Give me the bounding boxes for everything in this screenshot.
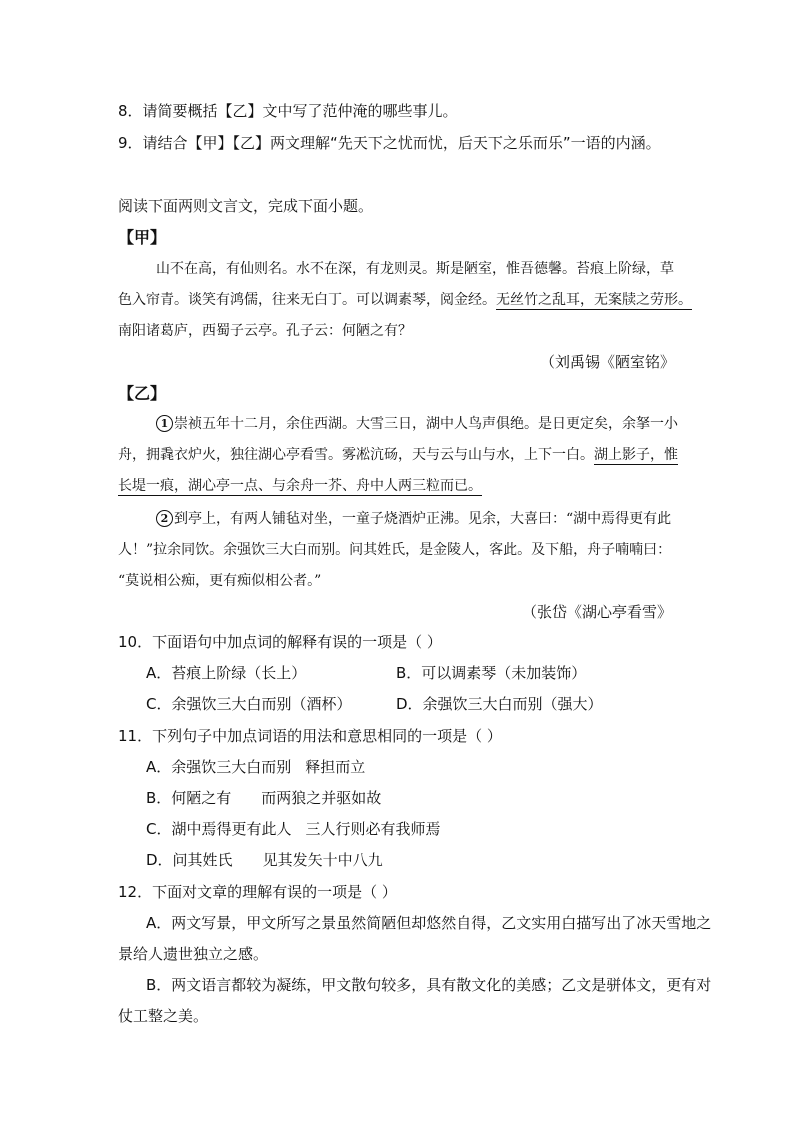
yi-p1-line-2-text: 舟，拥毳衣炉火，独往湖心亭看雪。雾凇沆砀，天与云与山与水，上下一白。	[118, 447, 594, 463]
q11-option-d-right: 见其发矢十中八九	[262, 851, 383, 869]
jia-label: 【甲】	[118, 228, 167, 247]
jia-source: （刘禹锡《陋室铭》	[540, 353, 676, 371]
yi-underlined-sentence-part-2: 长堤一痕，湖心亭一点、与余舟一芥、舟中人两三粒而已。	[118, 478, 482, 494]
jia-line-2-text: 色入帘青。谈笑有鸿儒，往来无白丁。可以调素琴，阅金经。	[118, 292, 496, 308]
q11-option-a-right: 释担而立	[305, 758, 366, 776]
question-11-stem: 11．下列句子中加点词语的用法和意思相同的一项是（ ）	[118, 727, 502, 745]
q12-option-a-line-2: 景给人遗世独立之感。	[118, 945, 269, 963]
q11-option-d-left: D．问其姓氏	[146, 851, 233, 869]
question-8: 8．请简要概括【乙】文中写了范仲淹的哪些事儿。	[118, 102, 458, 120]
q10-option-a: A．苔痕上阶绿（长上）	[146, 664, 307, 682]
yi-label: 【乙】	[118, 384, 167, 403]
yi-source: （张岱《湖心亭看雪》	[522, 603, 673, 621]
q11-option-c	[146, 819, 441, 839]
yi-p1-line-2	[118, 445, 678, 465]
paragraph-2-marker: 2	[156, 510, 173, 527]
q11-option-b-right: 而两狼之并驱如故	[261, 789, 382, 807]
q11-option-a	[146, 757, 365, 777]
jia-line-3: 南阳诸葛庐，西蜀子云亭。孔子云：何陋之有？	[118, 323, 412, 339]
yi-p2-line-1	[156, 509, 671, 529]
q10-option-d: D．余强饮三大白而别（强大）	[396, 695, 603, 713]
reading-intro: 阅读下面两则文言文，完成下面小题。	[118, 197, 374, 215]
question-10-stem: 10．下面语句中加点词的解释有误的一项是（ ）	[118, 633, 442, 651]
q11-option-a-left: A．余强饮三大白而别	[146, 758, 292, 776]
q10-option-b: B．可以调素琴（未加装饰）	[396, 664, 587, 682]
question-9: 9．请结合【甲】【乙】两文理解“先天下之忧而忧，后天下之乐而乐”一语的内涵。	[118, 134, 661, 152]
q11-option-d	[146, 850, 383, 870]
q12-option-b-line-2: 仗工整之美。	[118, 1007, 209, 1025]
yi-p1-line-3	[118, 476, 482, 496]
q12-option-b-line-1: B．两文语言都较为凝练，甲文散句较多，具有散文化的美感；乙文是骈体文，更有对	[146, 976, 712, 994]
q10-option-c: C．余强饮三大白而别（酒杯）	[146, 695, 352, 713]
yi-p1-line-1-text: 崇祯五年十二月，余住西湖。大雪三日，湖中人鸟声俱绝。是日更定矣，余拏一小	[174, 416, 678, 432]
q11-option-c-left: C．湖中焉得更有此人	[146, 820, 292, 838]
jia-underlined-sentence: 无丝竹之乱耳，无案牍之劳形。	[496, 292, 692, 308]
yi-p1-line-1	[156, 414, 678, 434]
q11-option-b-left: B．何陋之有	[146, 789, 232, 807]
q11-option-b	[146, 788, 381, 808]
yi-underlined-sentence-part-1: 湖上影子，惟	[594, 447, 678, 463]
yi-p2-line-3: “莫说相公痴，更有痴似相公者。”	[118, 573, 322, 589]
jia-line-2	[118, 290, 692, 310]
jia-line-1: 山不在高，有仙则名。水不在深，有龙则灵。斯是陋室，惟吾德馨。苔痕上阶绿，草	[156, 261, 674, 277]
q11-option-c-right: 三人行则必有我师焉	[305, 820, 441, 838]
paragraph-1-marker: 1	[156, 415, 173, 432]
question-12-stem: 12．下面对文章的理解有误的一项是（ ）	[118, 883, 397, 901]
yi-p2-line-1-text: 到亭上，有两人铺毡对坐，一童子烧酒炉正沸。见余，大喜曰：“湖中焉得更有此	[174, 511, 672, 527]
yi-p2-line-2: 人！”拉余同饮。余强饮三大白而别。问其姓氏，是金陵人，客此。及下船，舟子喃喃曰：	[118, 542, 672, 558]
q12-option-a-line-1: A．两文写景，甲文所写之景虽然简陋但却悠然自得，乙文实用白描写出了冰天雪地之	[146, 914, 712, 932]
